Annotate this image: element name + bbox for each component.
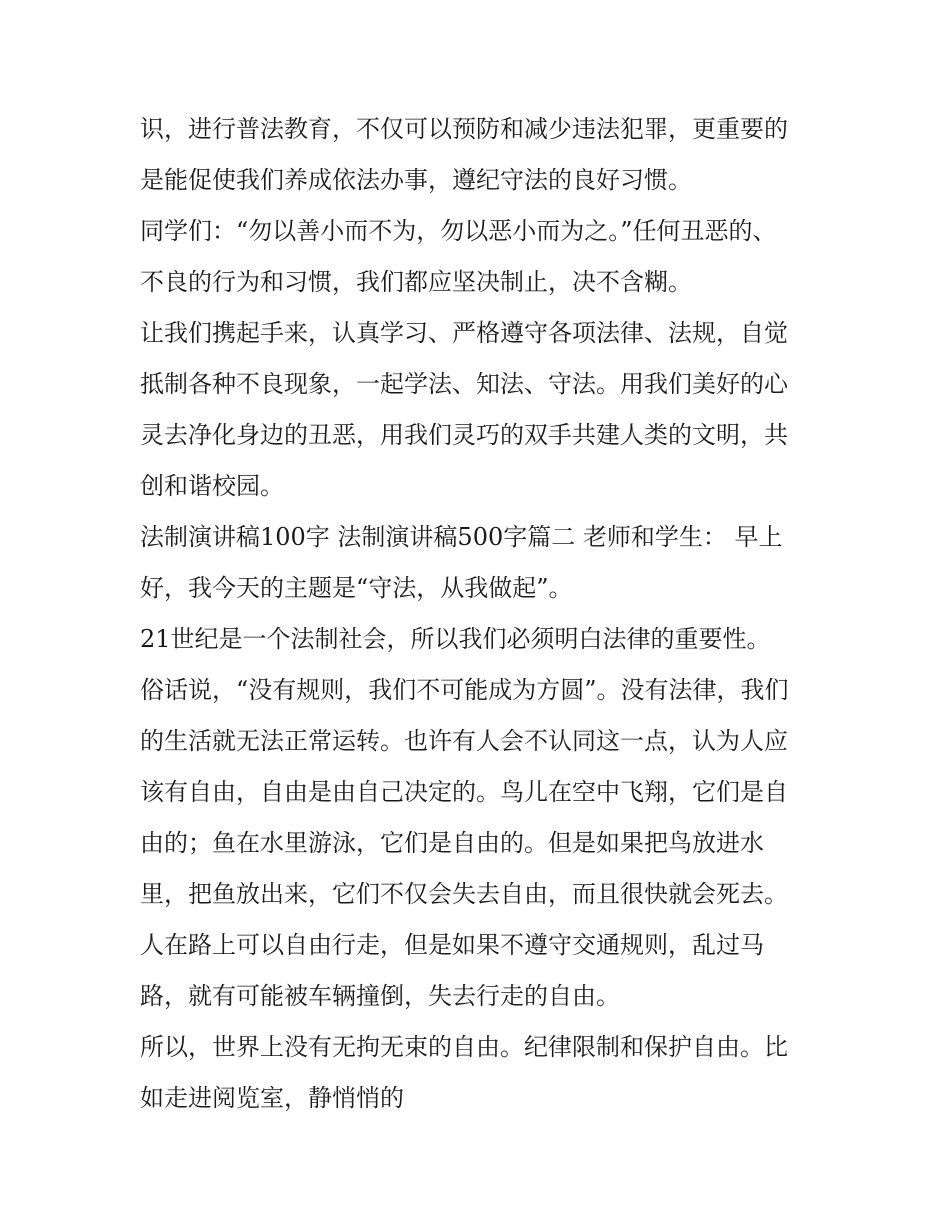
text-line: 21世纪是一个法制社会，所以我们必须明白法律的重要性。 [140,625,771,653]
text-line: 人在路上可以自由行走，但是如果不遵守交通规则，乱过马 [140,931,764,959]
text-line: 创和谐校园。 [140,472,284,500]
text-line: 由的；鱼在水里游泳，它们是自由的。但是如果把鸟放进水 [140,829,764,857]
text-line: 里，把鱼放出来，它们不仅会失去自由，而且很快就会死去。 [140,880,788,908]
text-line: 让我们携起手来，认真学习、严格遵守各项法律、法规，自觉 [140,319,788,347]
text-line: 的生活就无法正常运转。也许有人会不认同这一点，认为人应 [140,727,788,755]
text-line: 不良的行为和习惯，我们都应坚决制止，决不含糊。 [140,268,692,296]
text-line: 识，进行普法教育，不仅可以预防和减少违法犯罪，更重要的 [140,115,788,143]
text-line: 该有自由，自由是由自己决定的。鸟儿在空中飞翔，它们是自 [140,778,788,806]
text-line: 好，我今天的主题是“守法，从我做起”。 [140,574,573,602]
text-line: 同学们：“勿以善小而不为，勿以恶小而为之。”任何丑恶的、 [140,217,777,245]
text-line: 路，就有可能被车辆撞倒，失去行走的自由。 [140,982,620,1010]
document-body [140,104,820,1124]
text-line: 灵去净化身边的丑恶，用我们灵巧的双手共建人类的文明，共 [140,421,788,449]
text-line: 俗话说，“没有规则，我们不可能成为方圆”。没有法律，我们 [140,676,789,704]
text-line: 是能促使我们养成依法办事，遵纪守法的良好习惯。 [140,166,692,194]
text-line: 所以，世界上没有无拘无束的自由。纪律限制和保护自由。比 [140,1033,788,1061]
text-line: 抵制各种不良现象，一起学法、知法、守法。用我们美好的心 [140,370,788,398]
text-line: 法制演讲稿100字 法制演讲稿500字篇二 老师和学生： 早上 [140,523,783,551]
text-line: 如走进阅览室，静悄悄的 [140,1084,404,1112]
